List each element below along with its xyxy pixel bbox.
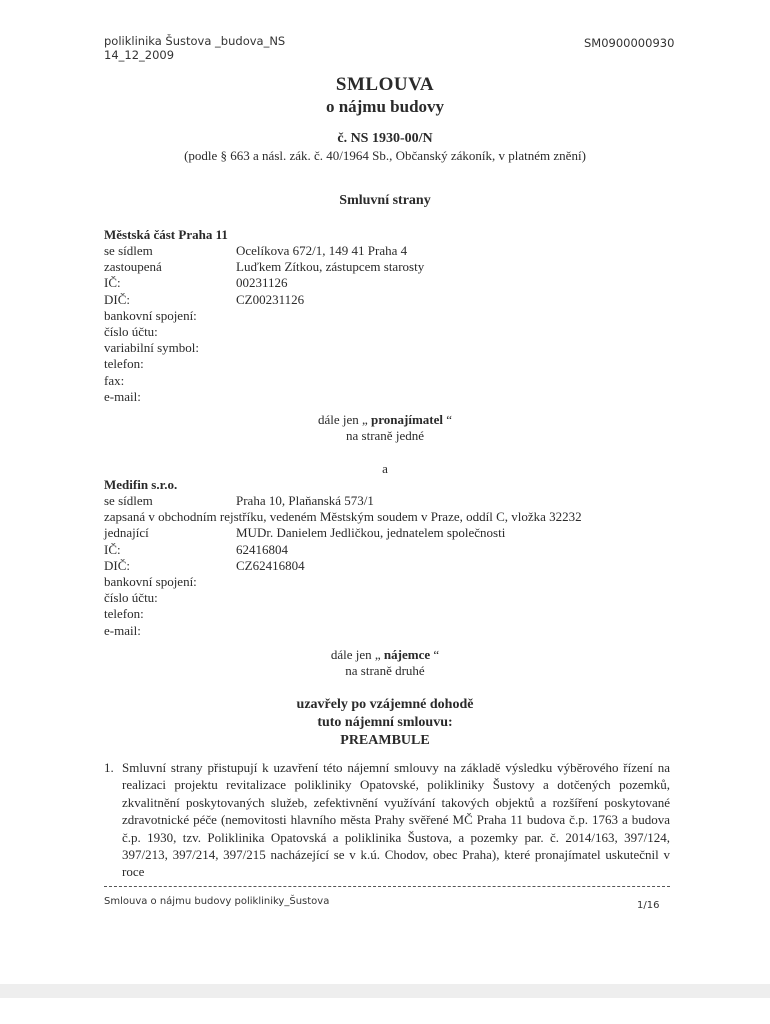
row-label: bankovní spojení: bbox=[104, 307, 197, 323]
alias-role: nájemce bbox=[383, 647, 431, 662]
alias-suffix: “ bbox=[443, 412, 453, 427]
row-label: zastoupená bbox=[104, 259, 162, 275]
party2-row bbox=[104, 493, 704, 509]
header-document-id: SM0900000930 bbox=[584, 36, 675, 50]
row-label: číslo účtu: bbox=[104, 590, 158, 606]
row-value: CZ62416804 bbox=[236, 557, 305, 573]
party2-row bbox=[104, 542, 704, 558]
party2-name: Medifin s.r.o. bbox=[104, 477, 178, 492]
parties-heading: Smluvní strany bbox=[339, 193, 431, 208]
row-value: Ocelíkova 672/1, 149 41 Praha 4 bbox=[236, 243, 408, 258]
alias-role: pronajímatel bbox=[371, 412, 443, 427]
party2-row bbox=[104, 623, 704, 639]
row-label: IČ: bbox=[104, 275, 121, 291]
party1-alias bbox=[0, 412, 770, 428]
footer-title: Smlouva o nájmu budovy polikliniky_Šustova bbox=[104, 896, 330, 907]
row-label: e-mail: bbox=[104, 388, 141, 404]
party1-name: Městská část Praha 11 bbox=[104, 227, 228, 242]
row-label: bankovní spojení: bbox=[104, 573, 197, 589]
party1-details bbox=[104, 243, 704, 405]
row-label: číslo účtu: bbox=[104, 323, 158, 339]
header-left bbox=[104, 34, 285, 62]
party1-row bbox=[104, 389, 704, 405]
document-subtitle: o nájmu budovy bbox=[325, 97, 445, 116]
paragraph-text: Smluvní strany přistupují k uzavření této nájemní smlouvy na základě výsledku výběrového řízení na realizaci projektu revitalizace polikliniky Opatovské, polikliniky Šustovy a dotčených pozemků, zkvalitnění poskytovaných služeb, zefektivnění využívání takových objektů a rozšíření poskytované zdravotnické péče (nemovitosti hlavního města Prahy svěřené MČ Praha 11 budova č.p. 1763 a budova č.p. 1930, tzv. Poliklinika Opatovská a poliklinika Šustova, a pozemky par. č. 2014/163, 397/124, 397/213, 397/214, 397/215 nacházející se v k.ú. Chodov, obec Praha), které pronajímatel uskutečnil v roce bbox=[122, 760, 670, 880]
row-label: se sídlem bbox=[104, 243, 153, 258]
row-label: jednající bbox=[104, 525, 149, 541]
agreement-line2: tuto nájemní smlouvu: bbox=[317, 715, 453, 730]
party1-row bbox=[104, 324, 704, 340]
party2-row bbox=[104, 525, 704, 541]
agreement-line1: uzavřely po vzájemné dohodě bbox=[296, 697, 474, 712]
document-title: SMLOUVA bbox=[335, 74, 435, 95]
row-label: DIČ: bbox=[104, 557, 130, 573]
row-label: se sídlem bbox=[104, 493, 153, 508]
party1-row bbox=[104, 243, 704, 259]
conjunction: a bbox=[382, 461, 388, 476]
party1-row bbox=[104, 292, 704, 308]
row-label: DIČ: bbox=[104, 291, 130, 307]
contract-number: č. NS 1930-00/N bbox=[337, 131, 433, 146]
party2-row bbox=[104, 574, 704, 590]
preamble-heading: PREAMBULE bbox=[340, 733, 430, 748]
row-value: 00231126 bbox=[236, 275, 288, 291]
party2-row bbox=[104, 606, 704, 622]
party1-row bbox=[104, 259, 704, 275]
party1-row bbox=[104, 308, 704, 324]
row-label: zapsaná v obchodním rejstříku, vedeném Městským soudem v Praze, oddíl C, vložka 32232 bbox=[104, 509, 582, 525]
row-label: telefon: bbox=[104, 606, 144, 622]
party2-row bbox=[104, 509, 704, 525]
row-label: e-mail: bbox=[104, 622, 141, 638]
row-value: CZ00231126 bbox=[236, 291, 305, 307]
row-label: telefon: bbox=[104, 356, 144, 372]
scan-edge bbox=[0, 984, 770, 998]
row-value: MUDr. Danielem Jedličkou, jednatelem společnosti bbox=[236, 525, 506, 541]
row-label: IČ: bbox=[104, 541, 121, 557]
party2-row bbox=[104, 590, 704, 606]
party1-side: na straně jedné bbox=[346, 428, 424, 443]
party2-row bbox=[104, 558, 704, 574]
paragraph-number: 1. bbox=[104, 760, 114, 775]
party2-side: na straně druhé bbox=[345, 663, 425, 678]
page-number: 1/16 bbox=[637, 900, 660, 911]
row-label: variabilní symbol: bbox=[104, 340, 199, 356]
header-date: 14_12_2009 bbox=[104, 48, 175, 62]
party1-row bbox=[104, 340, 704, 356]
party1-row bbox=[104, 356, 704, 372]
row-value: Praha 10, Plaňanská 573/1 bbox=[236, 493, 374, 508]
party2-alias bbox=[0, 647, 770, 663]
row-label: fax: bbox=[104, 372, 125, 388]
header-filename: poliklinika Šustova _budova_NS bbox=[104, 34, 286, 48]
row-value: 62416804 bbox=[236, 541, 288, 557]
party1-row bbox=[104, 373, 704, 389]
party2-details bbox=[104, 493, 704, 639]
footer-divider bbox=[104, 886, 670, 887]
row-value: Luďkem Zítkou, zástupcem starosty bbox=[236, 259, 425, 275]
alias-prefix: dále jen „ bbox=[330, 647, 384, 662]
paragraph-1 bbox=[104, 759, 670, 881]
legal-basis: (podle § 663 a násl. zák. č. 40/1964 Sb., Občanský zákoník, v platném znění) bbox=[184, 148, 586, 163]
alias-prefix: dále jen „ bbox=[317, 412, 372, 427]
alias-suffix: “ bbox=[430, 647, 440, 662]
party1-row bbox=[104, 275, 704, 291]
